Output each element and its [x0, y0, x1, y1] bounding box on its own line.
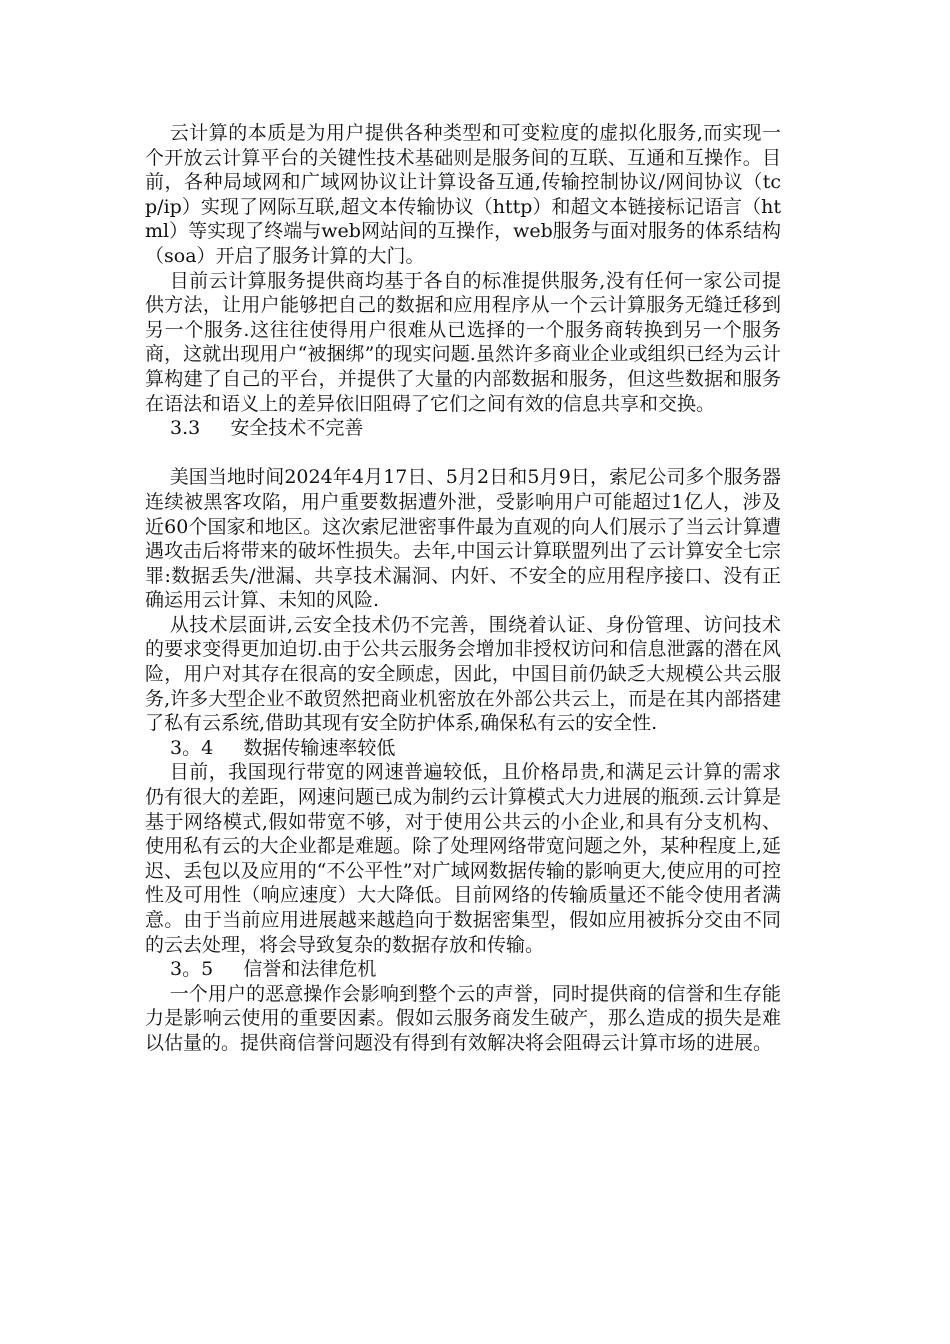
paragraph-standards: 目前云计算服务提供商均基于各自的标准提供服务,没有任何一家公司提供方法，让用户能够把自己的数据和应用程序从一个云计算服务无缝迁移到另一个服务.这往往使得用户很难从已选择的一个服务商转换到另一个服务商，这就出现用户“被捆绑”的现实问题.虽然许多商业企业或组织已经为云计算构建了自己的平台，并提供了大量的内部数据和服务，但这些数据和服务在语法和语义上的差异依旧阻碍了它们之间有效的信息共享和交换。	[145, 269, 781, 415]
paragraph-reputation: 一个用户的恶意操作会影响到整个云的声誉，同时提供商的信誉和生存能力是影响云使用的重要因素。假如云服务商发生破产，那么造成的损失是难以估量的。提供商信誉问题没有得到有效解决将会阻碍云计算市场的进展。	[145, 982, 781, 1054]
section-heading-3-3: 3.3 安全技术不完善	[170, 417, 364, 440]
paragraph-security-technology: 从技术层面讲,云安全技术仍不完善，围绕着认证、身份管理、访问技术的要求变得更加迫切.由于公共云服务会增加非授权访问和信息泄露的潜在风险，用户对其存在很高的安全顾虑，因此，中国目前仍缺乏大规模公共云服务,许多大型企业不敢贸然把商业机密放在外部公共云上，而是在其内部搭建了私有云系统,借助其现有安全防护体系,确保私有云的安全性.	[145, 613, 781, 735]
paragraph-bandwidth: 目前，我国现行带宽的网速普遍较低，且价格昂贵,和满足云计算的需求仍有很大的差距，网速问题已成为制约云计算模式大力进展的瓶颈.云计算是基于网络模式,假如带宽不够，对于使用公共云的小企业,和具有分支机构、使用私有云的大企业都是难题。除了处理网络带宽问题之外，某种程度上,延迟、丢包以及应用的“不公平性”对广域网数据传输的影响更大,使应用的可控性及可用性（响应速度）大大降低。目前网络的传输质量还不能令使用者满意。由于当前应用进展越来越趋向于数据密集型，假如应用被拆分交由不同的云去处理，将会导致复杂的数据存放和传输。	[145, 761, 781, 956]
blank-line	[145, 441, 781, 466]
document-body	[145, 121, 781, 1056]
paragraph-sony-incident: 美国当地时间2024年4月17日、5月2日和5月9日，索尼公司多个服务器连续被黑客攻陷，用户重要数据遭外泄，受影响用户可能超过1亿人，涉及近60个国家和地区。这次索尼泄密事件最为直观的向人们展示了当云计算遭遇攻击后将带来的破坏性损失。去年,中国云计算联盟列出了云计算安全七宗罪:数据丢失/泄漏、共享技术漏洞、内奸、不安全的应用程序接口、没有正确运用云计算、未知的风险.	[145, 466, 781, 612]
section-heading-3-5: 3。5 信誉和法律危机	[170, 958, 377, 981]
section-heading-3-4: 3。4 数据传输速率较低	[170, 736, 396, 759]
paragraph-interoperability: 云计算的本质是为用户提供各种类型和可变粒度的虚拟化服务,而实现一个开放云计算平台的关键性技术基础则是服务间的互联、互通和互操作。目前，各种局域网和广域网协议让计算设备互通,传输控制协议/网间协议（tcp/ip）实现了网际互联,超文本传输协议（http）和超文本链接标记语言（html）等实现了终端与web网站间的互操作，web服务与面对服务的体系结构（soa）开启了服务计算的大门。	[145, 122, 781, 267]
